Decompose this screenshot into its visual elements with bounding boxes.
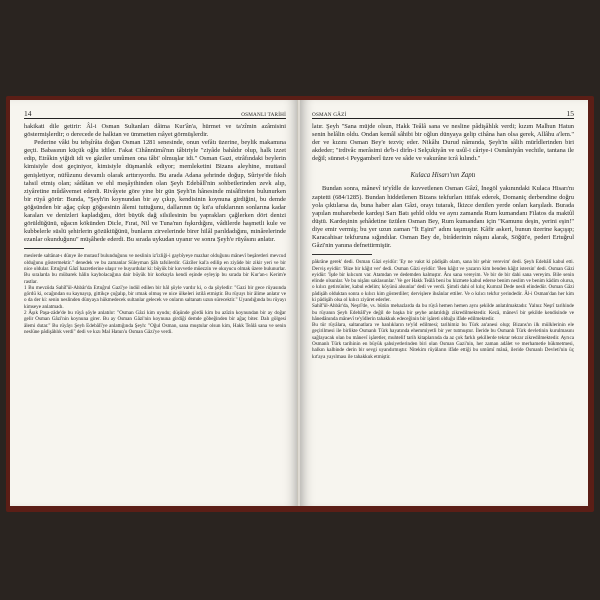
right-running-head: OSMAN GÂZİ (312, 112, 347, 118)
right-page-header (312, 106, 574, 119)
left-footnote-1: meslerde saltânat-ı dünye ile mutasıf bulunduğunu ve neslinin iz'izliği-i gaybîyeye mazhar olduğunu mânevî beşâretleri mevcud olduğunu göstermektir." denedek ve bu zamanlar Süleyman Şâh tafsilerdir. Gâzîler kal'a edilip en ziyâde bir zikir yeri ve bir nice oldular. Ertuğrul Gâzî hazretlerine ulaşır ve buyurdular ki: büyük bir kuvvetle müezzin ve okuyucu olmak üzere bulunurlar. Bu sıralarda bu mübarek hâlin kaybolacağına dair büyük bir korkuyla kendi eşinde eyleyip bu sırada bir Kur'an-ı Kerim'e rastlar. (24, 253, 286, 285)
left-paragraph-1: hakikati dile getirir: Âl-i Osman Sultanları dâima Kur'ân'a, hürmet ve ta'zîmin azâmisini göstermişlerdir; o derecede de halktan ve ümmetten rıâyet görmüşlerdir. (24, 123, 286, 139)
left-footnote-2: 1 Bu mevzûda Sahîf'ül-Ahbâr'da Ertuğrul Gazî'ye indül edilen bir hâl şöyle vardır ki, o da şöyledir: "Gazi bir gece rüyasında gördü ki, ocağından su kaynayıp, gittikçe çoğalıp, bir ırmak olmuş ve nice ülkeleri istilâ etmiştir. Bu rüyayı bir âlime anlatır ve o da der ki: senin neslinden dünyaya hükmedecek sultanlar gelecek ve onların saltanatı uzun sürecektir." Uyandığında bu rüyayı kimseye anlatmadı. (24, 284, 286, 310)
right-page-number: 15 (566, 109, 574, 118)
right-footnote-rule (312, 254, 372, 255)
right-body-paragraph: Bundan sonra, mânevî te'yîdle de kuvvetlenen Osman Gâzî, İnegöl yakınındaki Kulaca Hisarı'nı zaptetti (684/1285). Bundan hiddetlenen Bizans tekfurları ittifak ederek, Domaniç derbendine doğru yola çıktılarsa da, buna haber alan Gâzi, orayı tutarak, İkizce denilen yerde onları karşıladı. Burada yapılan muharebede kardeşi Sarı Batı şehîd oldu ve aynı zamanda Rum kumandanı Filatos da maktûl düştü. Kardeşinin şehâdetine üzülen Osman Bey, Rum kumandanı için "Kamunu deşin, yerini eşin!" diye emir vermiş; bu yer uzun zaman "İt Eşini" adını taşımıştır. Kâfir askeri, bunun üzerine kaçışıp; Karacahisar tekfuruna sığındılar. Osman Bey de, birâderinin nâşını alarak, Söğüt'e, pederi Ertuğrul Gâzi'nin yanına defnettirmiştir. (312, 185, 574, 250)
right-intro-paragraph: latır. Şeyh "Sana müjde olsun, Hakk Teâlâ sana ve nesline pâdişâhlık verdi; kızım Malhun Hatun senin helâlin oldu. Ondan kemâl sâhibi bir oğlun dünyaya gelip cihâna han olsa gerek, Allâhu a'lem." der ve kızını Osman Bey'e tezviç eder. Nikâhı Durud nâmında, Şeyh'in sâlih mürîdlerinden biri akdeder; "irdivâc merâsimi de'b-i dirîn-i Selçukiyân ve usûl-i câriye-i Osmâniyân vechile, tantana ile değil; sünnet-i Peygamberî üzre ve sâde ve vakurâne icrâ kılındı." (312, 123, 574, 163)
section-title: Kulaca Hisarı'nın Zaptı (410, 172, 476, 180)
left-footnote-rule (24, 248, 84, 249)
right-page (300, 100, 588, 506)
right-footnote-3: Bu tür rüyâlara, saltanatlara ve hanlıkların te'yîd edilmesi; tarihimiz bu Türk an'anesi olup; Bizans'ın ilk mülklerinin ele geçirilmesi ile birlikte Osmanlı Türk hayatında ehemmiyetli bir yer tutmuştur. İleride bu Osmanlı Türk devletinin kurulmasını sağlayacak olan bu mânevî işâretler, muhtelif tarih kitaplarında da az çok farklı şekillerde tekrar tekrar zikredilmektedir. Ayrıca Osmanlı Türk tarihinin en büyük şahsiyetlerinden biri olan Osman Gazi'nin, her zaman adâlet ve merhametle hükmetmesi, halkın kalbinde derin bir sevgi uyandırmıştır. Nitekim rüyâların ifâde ettiği bu umûmî mânâ, ileride Osmanlı Devleti'nin üç kıt'aya yayılması ile tahakkuk etmiştir. (312, 322, 574, 360)
left-page-header (24, 106, 286, 119)
left-page-number: 14 (24, 109, 32, 118)
right-footnote-1: pâkrâne gerek' dedi. Osman Gâzi eyidür: 'Ey ne vakıt ki pâdişâh olam, sana bir şehir verevim' dedi. Şeyh Edebâlî kabul etti. Derviş eyidür: 'Bize bir kâğıt ver' dedi. Osman Gâzi eyidür: 'Ben kâğıt ve yazarın kim benden kâğıt istersin' dedi. Osman Gâzi eyidür: 'İşde bir kılıcum var. Atamdan ve dedemden kalmıştır. Ânı sana vereyim. Ve bir de bir dahi sana vereyim. Bile senin elinde olsunlar. Ve bu nişânı saklasunlar.' Ve ger Hakk Teâlâ beni bu hizmete kabul ederse benim neslim ve benim kâdim olursa, o kılıcı getirsünler, kabul edelim; köyünü alsunlar' dedi ve verdi. Şimdi dahi ol kılıç Kumral Dede nesli elindedür. Osman Gâzi pâdişâh olduktan sonra o kılıcı kim gösterdiler; dervişlere ihsânlar ettiler. Ve o kılıcı tekfur yerindedir. Âl-i Osman'dan her kim ki pâdişâh olsa ol kılıcı ziyâret ederler. (312, 259, 574, 303)
left-page (10, 100, 298, 506)
left-paragraph-2: Pederine vâki bu tebşîrâta doğan Osman 1281 senesinde, onun vefâtı üzerine, beylik makamına geçti. Babasının küçük oğlu idiler. Fakat Cihânnümâ'nın tâbiriyle "ziyâde bahâdır olup, halk izzet edip, Etrâkin yiğidi idi ve gâziler umûmen ona tâbi' olmuşlar idi." Osman Gazi, etrâfındaki beylerin kimisiyle dost geçiniyor, kimisiyle düşmanlık ediyor; memleketini Bizans aleyhine, muttasıl genişletiyor, nüfûzunu devamlı olarak arttırıyordu. Bu arada Adana şehrinde doğup, Sûriye'de fıkıh tahsil etmiş olan; sâdâtan ve ehl meşâyihinden olan Şeyh Edebâlî'nin sohbetlerinden zevk alıp, ziyâretine mûdâvemet ederdi. Rivâyete göre yine bir gün Şeyh'in hânesinde misâfireten bulunurken bir rüyâ görür: Bunda, "Şeyh'in koynundan bir ay çıkıp, kendisinin koynuna girdiğini, bu demde göğsünden bir ağaç çıkıp göğsesinin âlemi tuttuğunu, dallarının üç kıt'a ufuklarının sonlarına kadar karaları ve denizleri kapladığını, dört büyük dağ silsilesinin bu yaprakları çağlerken dört denizi görüldüğünü, uğacın kökünden Dicle, Fırat, Nil ve Tuna'nın fışkırdığını, vâdilerde haşmetli kule ve kubbelerle süslü şehirlerin gözüktüğünü, bunların zirvelerinde birer hilâl parıldadığını, minârelerinde ezanlar okunduğunu" müşâhede ederdi. Bu sırada uykudan uyanır ve sonra Şeyh'e rüyâsını anlatır. (24, 139, 286, 244)
right-footnote-2: Sahîf'ül-Ahbâr'da, Neşrî'de, vs. bütün mehazlarda da bu rüyâ hemen hemen aynı şekilde anlatılmaktadır. Yalnız Neşrî tarihinde bu rüyanın Şeyh Edebâlî'ye değil de başka bir şeyhe anlatıldığı zikredilmektedir. Kezâ, mânevî bir şekilde kendisinde ve hânedânında mânevî te'yîdlerin tahakkuk edeceğinin bir işâreti olduğu ifâde edilmektedir. (312, 303, 574, 322)
left-footnote-3: 2 Âşık Paşa-zâde'de bu rüyâ şöyle anlatılır: "Osman Gâzi kim uyudu; düşünde gördü kim bu azîzin koynundan bir ay doğar gelir Osman Gâzi'nin koynuna girer. Bu ay Osman Gâzi'nin koynuna girdiği demde göbeğinden bir ağaç biter. Dalı gölgesi âlemi dutar." Bu rüyâyı Şeyh Edebâlî'ye anlattığında Şeyh: "Oğul Osman, sana muştular olsun kim, Hakk Teâlâ sana ve senin neslüne pâdişâhlık verdi" dedi ve kızı Mal Hatun'u Osman Gâzi'ye verdi. (24, 310, 286, 335)
left-running-head: OSMANLI TARİHİ (241, 112, 286, 118)
